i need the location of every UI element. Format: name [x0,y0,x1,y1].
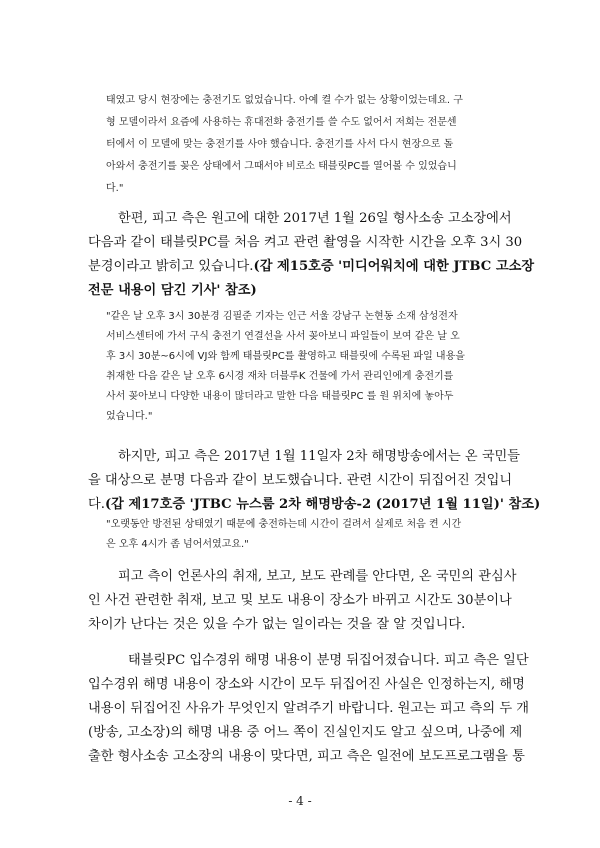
page-number: - 4 - [288,794,312,808]
body-text: 분경이라고 밝히고 있습니다. [88,259,254,274]
body-line: 을 대상으로 분명 다음과 같이 보도했습니다. 관련 시간이 뒤집어진 것입니 [88,473,513,488]
body-line: 내용이 뒤집어진 사유가 무엇인지 알려주기 바랍니다. 원고는 피고 측의 두 개 [88,701,530,716]
body-line: (방송, 고소장)의 해명 내용 중 어느 쪽이 진실인지도 알고 싶으며, 나중에 제 [88,725,523,740]
body-line: 한편, 피고 측은 원고에 대한 2017년 1월 26일 형사소송 고소장에서 [118,211,512,226]
quote-line: 터에서 이 모델에 맞는 충전기를 사야 했습니다. 충전기를 사서 다시 현장으로 돌 [106,139,454,150]
evidence-reference: (갑 제15호증 '미디어워치에 대한 JTBC 고소장 [253,259,535,274]
body-line: 입수경위 해명 내용이 장소와 시간이 모두 뒤집어진 사실은 인정하는지, 해명 [88,677,525,692]
quote-line: "오랫동안 방전된 상태였기 때문에 충전하는데 시간이 걸려서 실제로 처음 켠 시간 [106,519,462,530]
quote-line: 태였고 당시 현장에는 충전기도 없었습니다. 아예 켤 수가 없는 상황이었는데요. 구 [106,95,463,106]
quote-line: 취재한 다음 같은 날 오후 6시경 재차 더블루K 건물에 가서 관리인에게 충전기를 [106,371,454,382]
quote-line: 사서 꽂아보니 다양한 내용이 많더라고 말한 다음 태블릿PC 를 원 위치에 놓아두 [106,391,454,402]
quote-line: 후 3시 30분~6시에 VJ와 함께 태블릿PC를 촬영하고 태블릿에 수록된 파일 내용을 [106,351,465,362]
body-text: 다. [88,497,105,512]
body-line: 인 사건 관련한 취재, 보고 및 보도 내용이 장소가 바뀌고 시간도 30분이나 [88,593,512,608]
body-line [88,496,540,514]
quote-line: 었습니다." [106,411,153,422]
quote-line: 아와서 충전기를 꽂은 상태에서 그때서야 비로소 태블릿PC를 열어볼 수 있었습니 [106,161,457,172]
quote-line: 서비스센터에 가서 구식 충전기 연결선을 사서 꽂아보니 파일들이 보여 같은 날 오 [106,331,460,342]
body-line: 태블릿PC 입수경위 해명 내용이 분명 뒤집어졌습니다. 피고 측은 일단 [128,653,529,668]
body-line: 피고 측이 언론사의 취재, 보고, 보도 관례를 안다면, 온 국민의 관심사 [118,569,517,584]
quote-line: 은 오후 4시가 좀 넘어서였고요." [106,539,249,550]
body-line [88,258,534,276]
evidence-reference: 전문 내용이 담긴 기사' 참조) [88,283,257,298]
body-line: 차이가 난다는 것은 있을 수가 없는 일이라는 것을 잘 알 것입니다. [88,617,466,632]
quote-line: 다." [106,183,124,194]
body-line: 하지만, 피고 측은 2017년 1월 11일자 2차 해명방송에서는 온 국민들 [118,449,521,464]
quote-line: 형 모델이라서 요즘에 사용하는 휴대전화 충전기를 쓸 수도 없어서 저희는 전문센 [106,117,457,128]
body-line: 출한 형사소송 고소장의 내용이 맞다면, 피고 측은 일전에 보도프로그램을 통 [88,749,525,764]
evidence-reference: (갑 제17호증 'JTBC 뉴스룸 2차 해명방송-2 (2017년 1월 11일)' 참조) [104,497,541,512]
quote-line: "같은 날 오후 3시 30분경 김필준 기자는 인근 서울 강남구 논현동 소재 삼성전자 [106,311,458,322]
body-line: 다음과 같이 태블릿PC를 처음 켜고 관련 촬영을 시작한 시간을 오후 3시 30 [88,235,523,250]
